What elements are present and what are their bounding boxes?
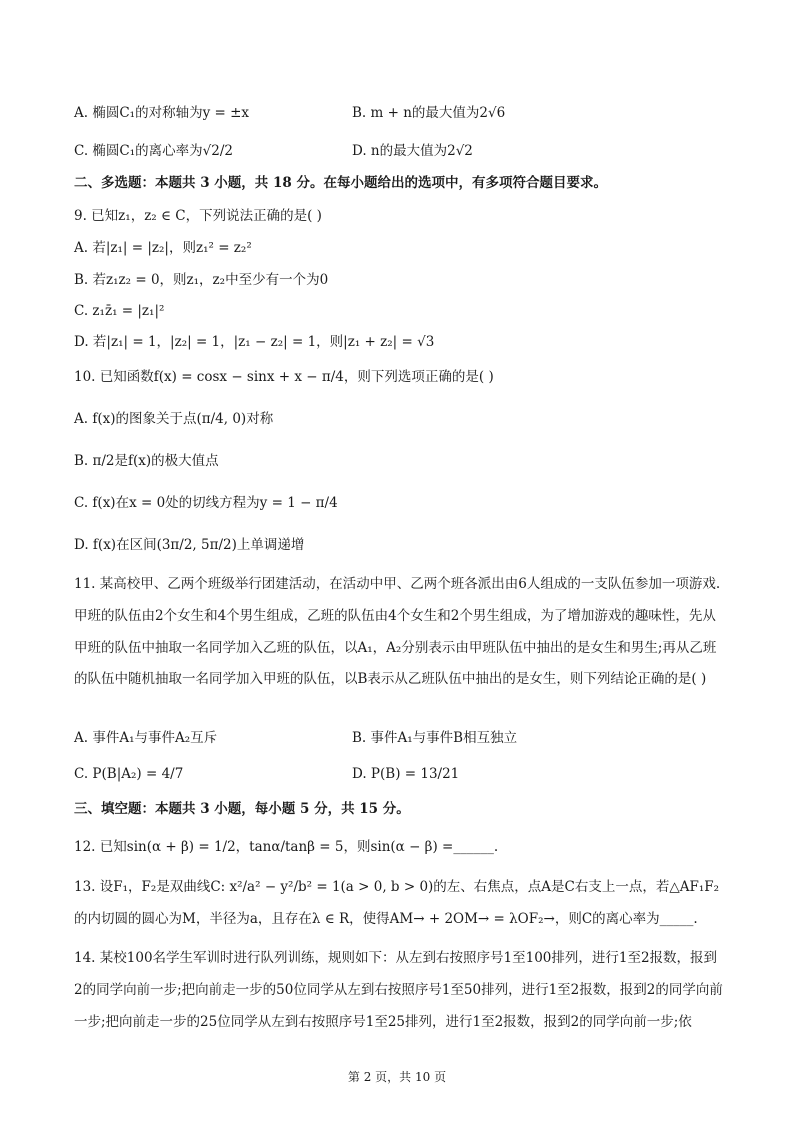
question-13: 13. 设F₁，F₂是双曲线C: x²/a² − y²/b² = 1(a > 0, b > 0)的左、右焦点，点A是C右支上一点，若△AF₁F₂的内切圆的圆心为M，半径为a，且存在λ ∈ R，使得AM→ + 2OM→ = λOF₂→，则C的离心率为_____.	[74, 879, 720, 927]
section-heading-multiple-choice: 二、多选题：本题共 3 小题，共 18 分。在每小题给出的选项中，有多项符合题目要求。	[74, 175, 607, 191]
question-14: 14. 某校100名学生军训时进行队列训练，规则如下：从左到右按照序号1至100排列，进行1至2报数，报到2的同学向前一步;把向前走一步的50位同学从左到右按照序号1至50排列，进行1至2报数，报到2的同学向前一步;把向前走一步的25位同学从左到右按照序号1至25排列，进行1至2报数，报到2的同学向前一步;依	[74, 950, 723, 1030]
option-a-ellipse-axis: A. 椭圆C₁的对称轴为y = ±x	[74, 105, 250, 121]
question-12: 12. 已知sin(α + β) = 1/2，tanα/tanβ = 5，则sin(α − β) =______.	[74, 839, 499, 855]
question-10: 10. 已知函数f(x) = cosx − sinx + x − π/4，则下列选项正确的是( )	[74, 369, 494, 385]
question-9-option-d: D. 若|z₁| = 1，|z₂| = 1，|z₁ − z₂| = 1，则|z₁ + z₂| = √3	[74, 334, 435, 350]
section-heading-fill-blank: 三、填空题：本题共 3 小题，每小题 5 分，共 15 分。	[74, 801, 410, 817]
question-10-option-c: C. f(x)在x = 0处的切线方程为y = 1 − π/4	[74, 495, 338, 511]
question-9-option-c: C. z₁z̄₁ = |z₁|²	[74, 303, 165, 319]
question-11-option-b: B. 事件A₁与事件B相互独立	[352, 730, 518, 746]
question-9-option-a: A. 若|z₁| = |z₂|，则z₁² = z₂²	[74, 240, 252, 256]
question-11: 11. 某高校甲、乙两个班级举行团建活动，在活动中甲、乙两个班各派出由6人组成的一支队伍参加一项游戏.甲班的队伍由2个女生和4个男生组成，乙班的队伍由4个女生和2个男生组成，为了增加游戏的趣味性，先从甲班的队伍中抽取一名同学加入乙班的队伍，以A₁，A₂分别表示由甲班队伍中抽出的是女生和男生;再从乙班的队伍中随机抽取一名同学加入甲班的队伍，以B表示从乙班队伍中抽出的是女生，则下列结论正确的是( )	[74, 576, 721, 688]
option-d-max-n: D. n的最大值为2√2	[352, 143, 473, 159]
page-number-footer: 第 2 页，共 10 页	[347, 1070, 447, 1084]
question-10-option-d: D. f(x)在区间(3π/2, 5π/2)上单调递增	[74, 537, 305, 553]
question-11-option-c: C. P(B|A₂) = 4/7	[74, 766, 184, 782]
question-10-option-a: A. f(x)的图象关于点(π/4, 0)对称	[74, 411, 274, 427]
question-9: 9. 已知z₁，z₂ ∈ C，下列说法正确的是( )	[74, 208, 322, 224]
question-9-option-b: B. 若z₁z₂ = 0，则z₁，z₂中至少有一个为0	[74, 272, 329, 288]
question-10-option-b: B. π/2是f(x)的极大值点	[74, 453, 219, 469]
option-c-eccentricity: C. 椭圆C₁的离心率为√2/2	[74, 143, 234, 159]
question-11-option-a: A. 事件A₁与事件A₂互斥	[74, 730, 218, 746]
option-b-max-m-plus-n: B. m + n的最大值为2√6	[352, 105, 506, 121]
question-11-option-d: D. P(B) = 13/21	[352, 766, 460, 782]
